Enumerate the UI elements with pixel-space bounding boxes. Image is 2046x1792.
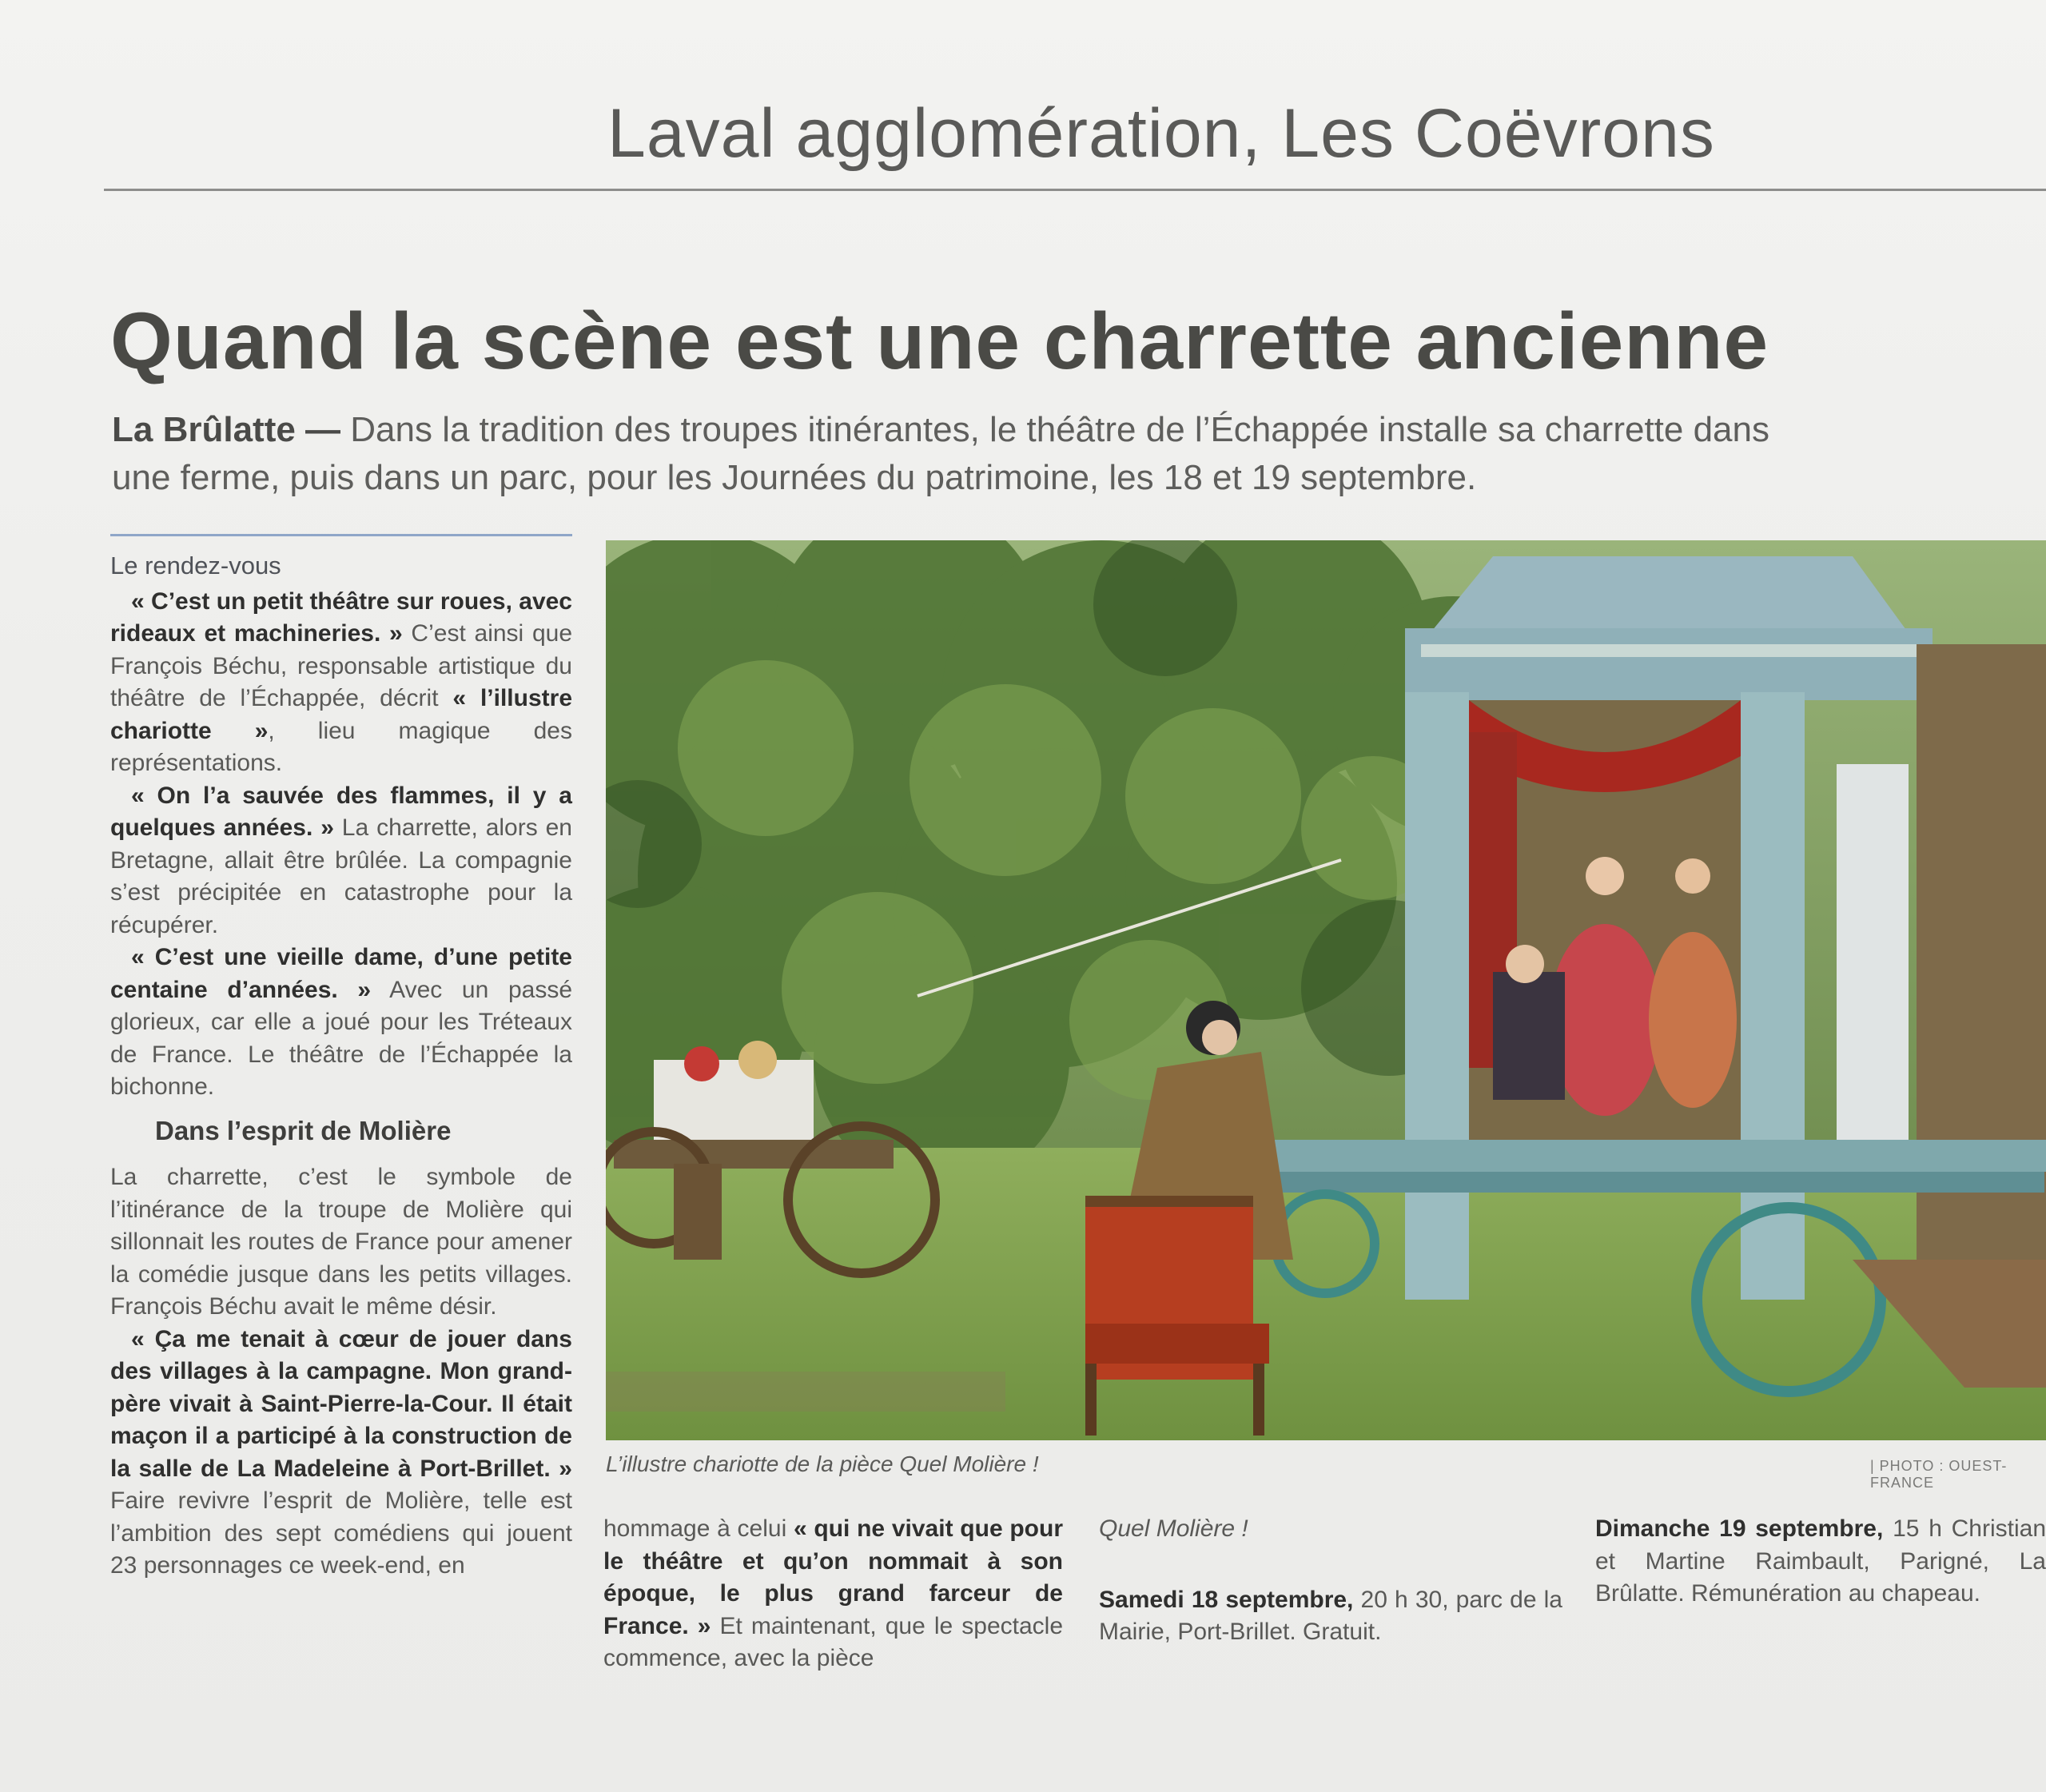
article-headline: Quand la scène est une charrette ancienne [110,297,1769,386]
chapeau-place: La Brûlatte — [112,410,341,449]
chapeau-text: Dans la tradition des troupes itinérantes, le théâtre de l’Échappée installe sa charrette dans une ferme, puis dans un parc, pour les Journées du patrimoine, les 18 et 19 septembre. [112,410,1769,497]
sunday-event [1595,1513,2046,1611]
theatre-cart-illustration [606,540,2046,1440]
article-photo [606,540,2046,1440]
paragraph-1 [110,586,572,780]
quote-3: « C’est une vieille dame, d’une petite centaine d’années. » [110,944,572,1003]
article-chapeau [112,406,1806,502]
article-column-1 [110,550,572,1583]
paragraph-2-text: La charrette, alors en Bretagne, allait être brûlée. La compagnie s’est précipitée en catastrophe pour la récupérer. [110,814,572,938]
photo-credit: | PHOTO : OUEST-FRANCE [1870,1458,2008,1491]
section-header: Laval agglomération, Les Coëvrons [607,95,1715,172]
paragraph-1-text-b: , lieu magique des représentations. [110,717,572,776]
rendezvous-label: Le rendez-vous [110,552,281,579]
paragraph-3 [110,942,572,1104]
quote-1: « C’est un petit théâtre sur roues, avec rideaux et machineries. » [110,587,572,647]
article-column-2 [603,1513,1063,1675]
paragraph-3-text: Avec un passé glorieux, car elle a joué pour les Tréteaux de France. Le théâtre de l’Échappée la bichonne. [110,976,572,1100]
paragraph-5 [110,1324,572,1583]
play-title: Quel Molière ! [1099,1515,1248,1542]
sunday-details: 15 h Christian et Martine Raimbault, Parigné, La Brûlatte. Rémunération au chapeau. [1595,1515,2046,1607]
quote-2: « On l’a sauvée des flammes, il y a quelques années. » [110,782,572,841]
sidebar-rule [110,534,572,536]
paragraph-4: La charrette, c’est le symbole de l’itinérance de la troupe de Molière qui sillonnait les routes de France pour amener la comédie jusque dans les petits villages. François Béchu avait le même désir. [110,1164,572,1320]
quote-6: « qui ne vivait que pour le théâtre et qu’on nommait à son époque, le plus grand farceur de France. » [603,1515,1064,1639]
photo-caption: L’illustre chariotte de la pièce Quel Molière ! [606,1452,1039,1476]
saturday-details: 20 h 30, parc de la Mairie, Port-Brillet. Gratuit. [1099,1586,1562,1645]
paragraph-1-text-a: C’est ainsi que François Béchu, responsable artistique du théâtre de l’Échappée, décrit [110,620,572,711]
subheading: Dans l’esprit de Molière [155,1115,452,1145]
paragraph-5-text: Faire revivre l’esprit de Molière, telle est l’ambition des sept comédiens qui jouent 23 personnages ce week-end, en [110,1487,572,1579]
quote-5: « Ça me tenait à cœur de jouer dans des villages à la campagne. Mon grand-père vivait à Saint-Pierre-la-Cour. Il était maçon il a participé à la construction de la salle de La Madeleine à Port-Brillet. » [110,1325,572,1482]
header-rule [104,189,2046,191]
article-column-4 [1595,1513,2046,1611]
quote-1b: « l’illustre chariotte » [110,685,572,744]
article-column-3 [1099,1513,1562,1649]
paragraph-6-text-a: hommage à celui [603,1515,794,1542]
paragraph-2 [110,780,572,942]
paragraph-6-text-b: Et maintenant, que le spectacle commence, avec la pièce [603,1612,1064,1671]
saturday-event [1099,1584,1562,1649]
paragraph-6 [603,1513,1063,1675]
sunday-date: Dimanche 19 septembre, [1595,1515,1884,1542]
saturday-date: Samedi 18 septembre, [1099,1586,1354,1613]
